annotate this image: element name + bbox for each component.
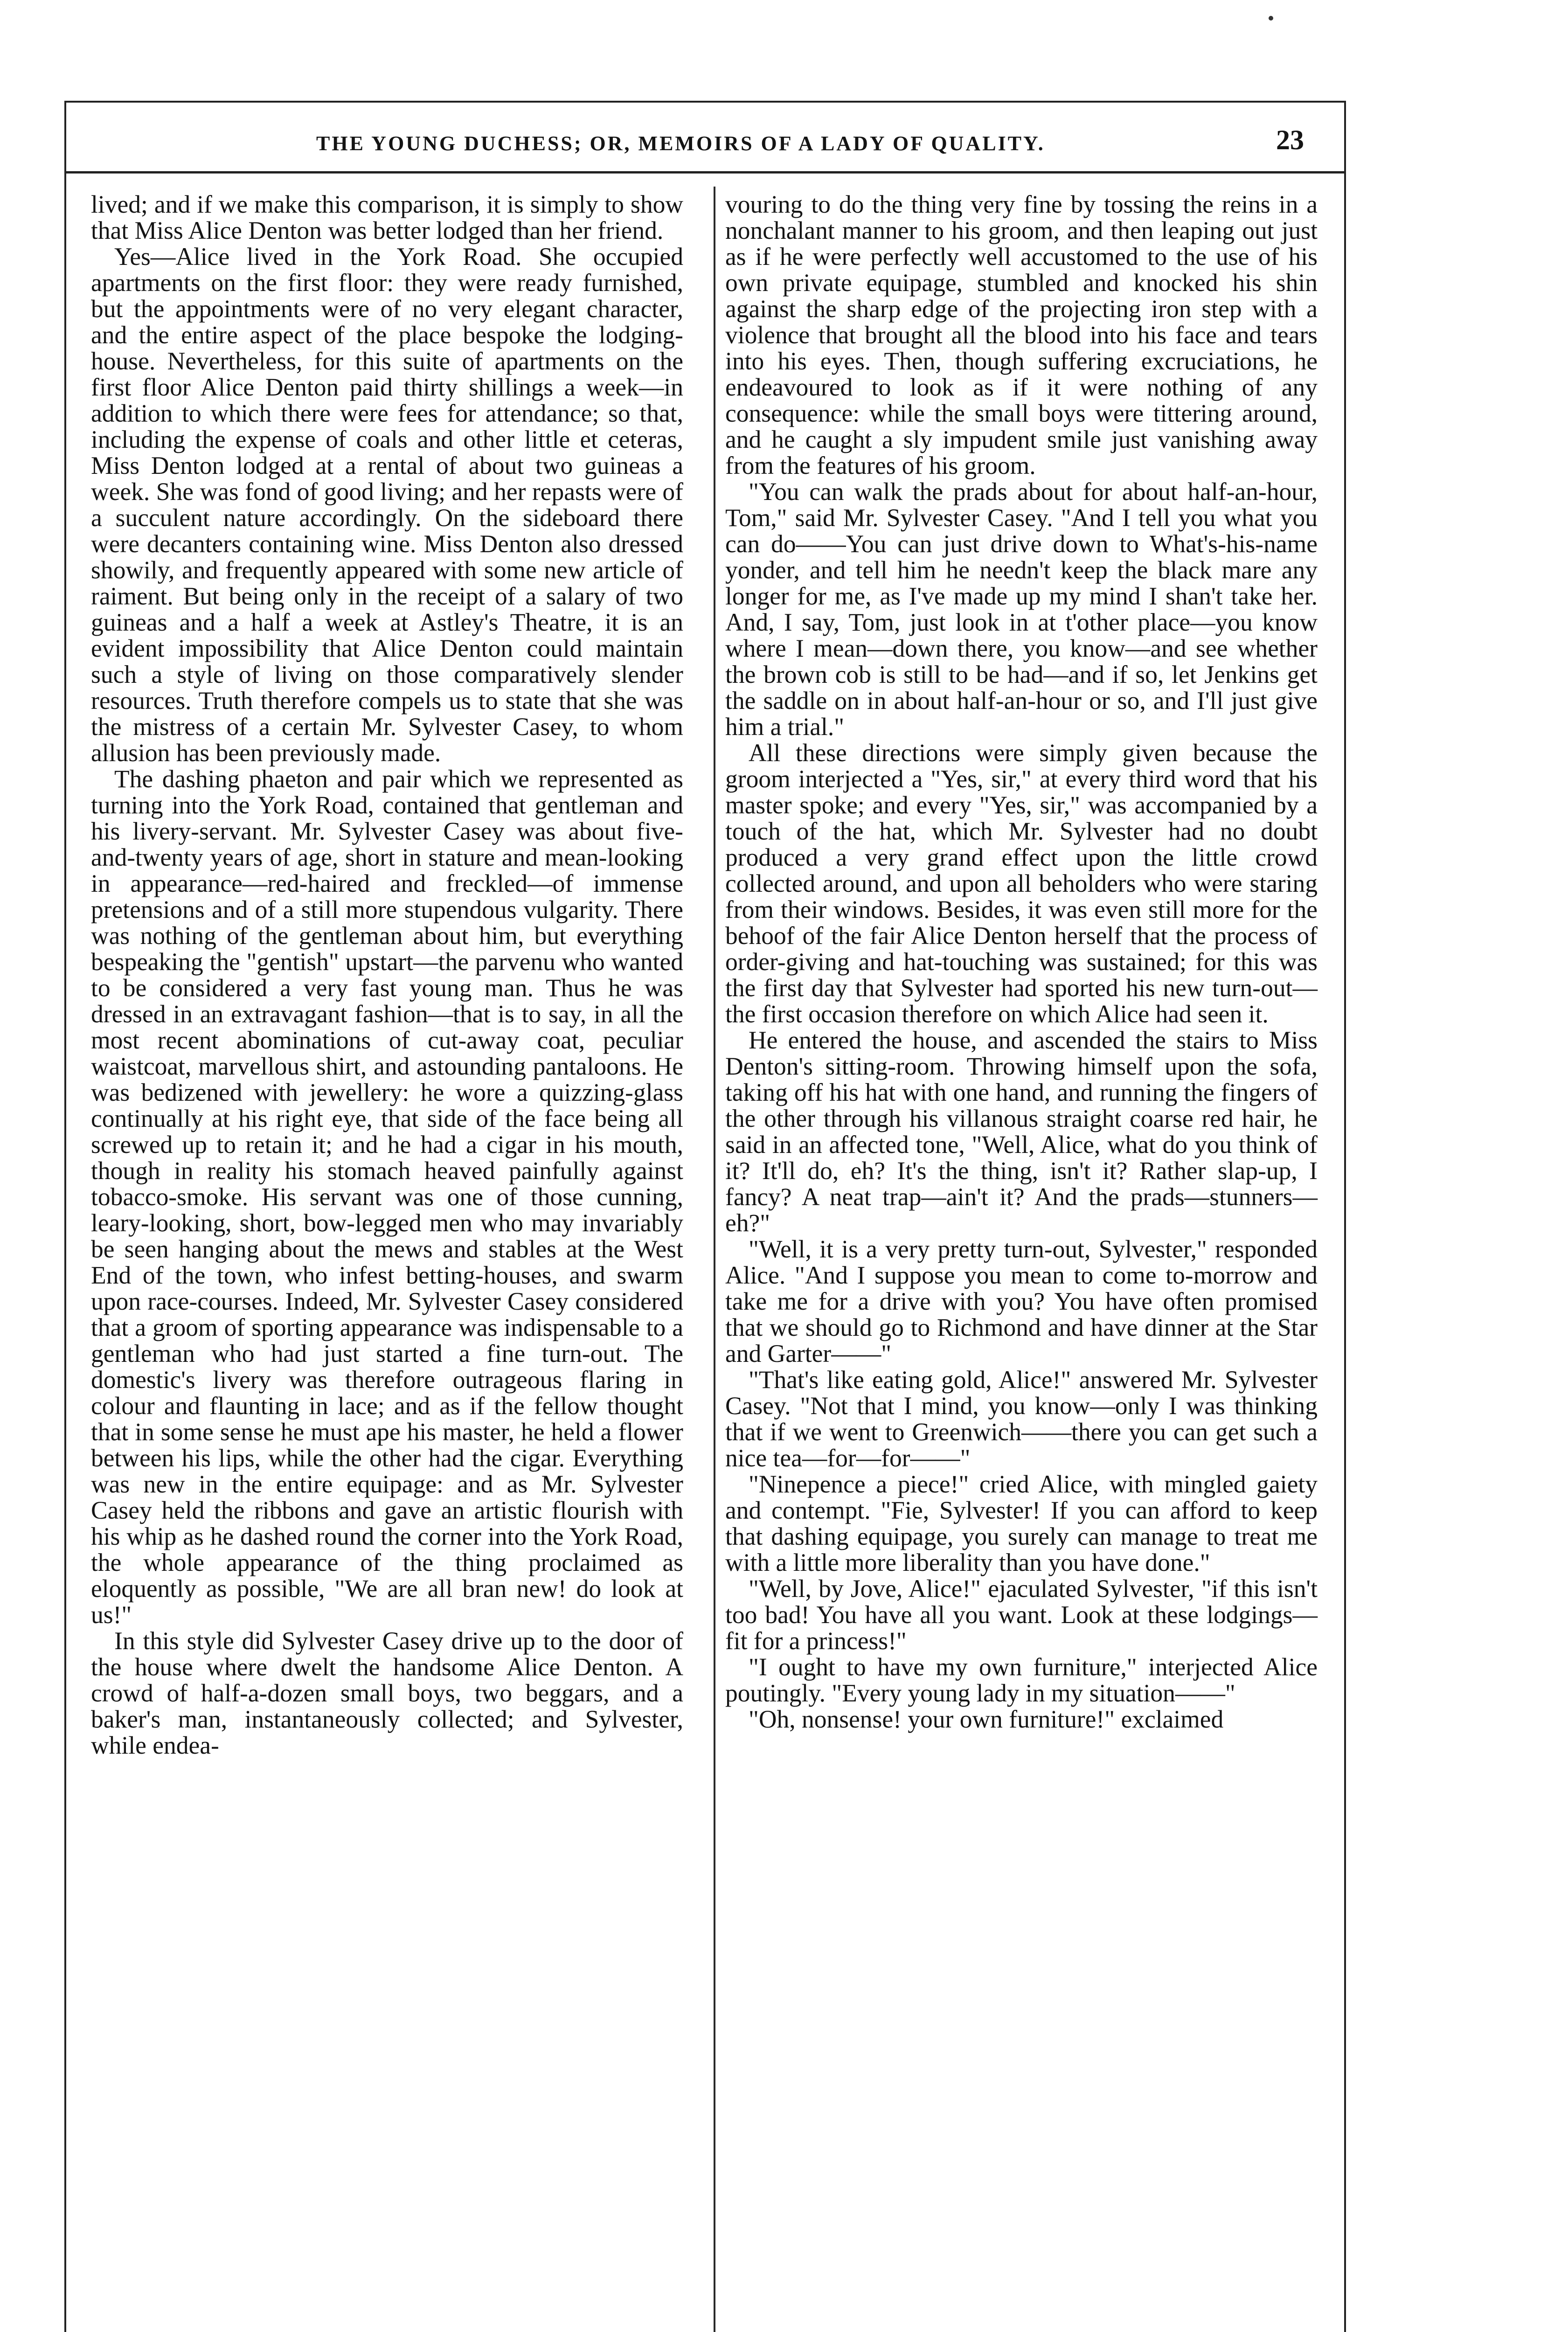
paragraph: "I ought to have my own furniture," interjected Alice poutingly. "Every young lady in my situation——" — [725, 1653, 1318, 1707]
running-title: THE YOUNG DUCHESS; OR, MEMOIRS OF A LADY OF QUALITY. — [316, 132, 1045, 155]
page-number: 23 — [1276, 125, 1304, 155]
column-divider — [714, 187, 715, 2332]
paragraph: "Well, it is a very pretty turn-out, Sylvester," responded Alice. "And I suppose you mean to come to-morrow and take me for a drive with you? You have often promised that we should go to Richmond and have dinner at the Star and Garter——" — [725, 1235, 1318, 1367]
paragraph: All these directions were simply given because the groom interjected a "Yes, sir," at every third word that his master spoke; and every "Yes, sir," was accompanied by a touch of the hat, which Mr. Sylvester had no doubt produced a very grand effect upon the little crowd collected around, and upon all beholders who were staring from their windows. Besides, it was even still more for the behoof of the fair Alice Denton herself that the process of order-giving and hat-touching was sustained; for this was the first day that Sylvester had sported his new turn-out—the first occasion therefore on which Alice had seen it. — [725, 739, 1318, 1028]
paragraph: In this style did Sylvester Casey drive up to the door of the house where dwelt the handsome Alice Denton. A crowd of half-a-dozen small boys, two beggars, and a baker's man, instantaneously collected; and Sylvester, while endea- — [91, 1627, 683, 1759]
left-column — [91, 191, 683, 1758]
paragraph: "Well, by Jove, Alice!" ejaculated Sylvester, "if this isn't too bad! You have all you want. Look at these lodgings—fit for a princess!" — [725, 1575, 1318, 1655]
paragraph: "Oh, nonsense! your own furniture!" exclaimed — [749, 1705, 1224, 1733]
paragraph: vouring to do the thing very fine by tossing the reins in a nonchalant manner to his groom, and then leaping out just as if he were perfectly well accustomed to the use of his own private equipage, stumbled and knocked his shin against the sharp edge of the projecting iron step with a violence that brought all the blood into his face and tears into his eyes. Then, though suffering excruciations, he endeavoured to look as if it were nothing of any consequence: while the small boys were tittering around, and he caught a sly impudent smile just vanishing away from the features of his groom. — [725, 190, 1318, 479]
paragraph: "Ninepence a piece!" cried Alice, with mingled gaiety and contempt. "Fie, Sylvester! If you can afford to keep that dashing equipage, you surely can manage to treat me with a little more liberality than you have done." — [725, 1470, 1318, 1576]
paragraph: "That's like eating gold, Alice!" answered Mr. Sylvester Casey. "Not that I mind, you know—only I was thinking that if we went to Greenwich——there you can get such a nice tea—for—for——" — [725, 1366, 1318, 1472]
paragraph: "You can walk the prads about for about half-an-hour, Tom," said Mr. Sylvester Casey. "And I tell you what you can do——You can just drive down to What's-his-name yonder, and tell him he needn't keep the black mare any longer for me, as I've made up my mind I shan't take her. And, I say, Tom, just look in at t'other place—you know where I mean—down there, you know—and see whether the brown cob is still to be had—and if so, let Jenkins get the saddle on in about half-an-hour or so, and I'll just give him a trial." — [725, 478, 1318, 741]
paragraph: Yes—Alice lived in the York Road. She occupied apartments on the first floor: they were ready furnished, but the appointments were of no very elegant character, and the entire aspect of the place bespoke the lodging-house. Nevertheless, for this suite of apartments on the first floor Alice Denton paid thirty shillings a week—in addition to which there were fees for attendance; so that, including the expense of coals and other little et ceteras, Miss Denton lodged at a rental of about two guineas a week. She was fond of good living; and her repasts were of a succulent nature accordingly. On the sideboard there were decanters containing wine. Miss Denton also dressed showily, and frequently appeared with some new article of raiment. But being only in the receipt of a salary of two guineas and a half a week at Astley's Theatre, it is an evident impossibility that Alice Denton could maintain such a style of living on those comparatively slender resources. Truth therefore compels us to state that she was the mistress of a certain Mr. Sylvester Casey, to whom allusion has been previously made. — [91, 243, 683, 767]
running-header — [64, 122, 1346, 174]
paragraph: The dashing phaeton and pair which we represented as turning into the York Road, contained that gentleman and his livery-servant. Mr. Sylvester Casey was about five-and-twenty years of age, short in stature and mean-looking in appearance—red-haired and freckled—of immense pretensions and of a still more stupendous vulgarity. There was nothing of the gentleman about him, but everything bespeaking the "gentish" upstart—the parvenu who wanted to be considered a very fast young man. Thus he was dressed in an extravagant fashion—that is to say, in all the most recent abominations of cut-away coat, peculiar waistcoat, marvellous shirt, and astounding pantaloons. He was bedizened with jewellery: he wore a quizzing-glass continually at his right eye, that side of the face being all screwed up to retain it; and he had a cigar in his mouth, though in reality his stomach heaved painfully against tobacco-smoke. His servant was one of those cunning, leary-looking, short, bow-legged men who may invariably be seen hanging about the mews and stables at the West End of the town, who infest betting-houses, and swarm upon race-courses. Indeed, Mr. Sylvester Casey considered that a groom of sporting appearance was indispensable to a gentleman who had just started a fine turn-out. The domestic's livery was therefore outrageous flaring in colour and flaunting in lace; and as if the fellow thought that in some sense he must ape his master, he held a flower between his lips, while the other had the cigar. Everything was new in the entire equipage: and as Mr. Sylvester Casey held the ribbons and gave an artistic flourish with his whip as he dashed round the corner into the York Road, the whole appearance of the thing proclaimed as eloquently as possible, "We are all bran new! do look at us!" — [91, 765, 683, 1629]
ink-speck — [1269, 16, 1273, 21]
paragraph: He entered the house, and ascended the stairs to Miss Denton's sitting-room. Throwing himself upon the sofa, taking off his hat with one hand, and running the fingers of the other through his villanous straight coarse red hair, he said in an affected tone, "Well, Alice, what do you think of it? It'll do, eh? It's the thing, isn't it? Rather slap-up, I fancy? A neat trap—ain't it? And the prads—stunners—eh?" — [725, 1026, 1318, 1237]
right-column — [725, 191, 1318, 1732]
paragraph: lived; and if we make this comparison, it is simply to show that Miss Alice Denton was better lodged than her friend. — [91, 190, 683, 244]
